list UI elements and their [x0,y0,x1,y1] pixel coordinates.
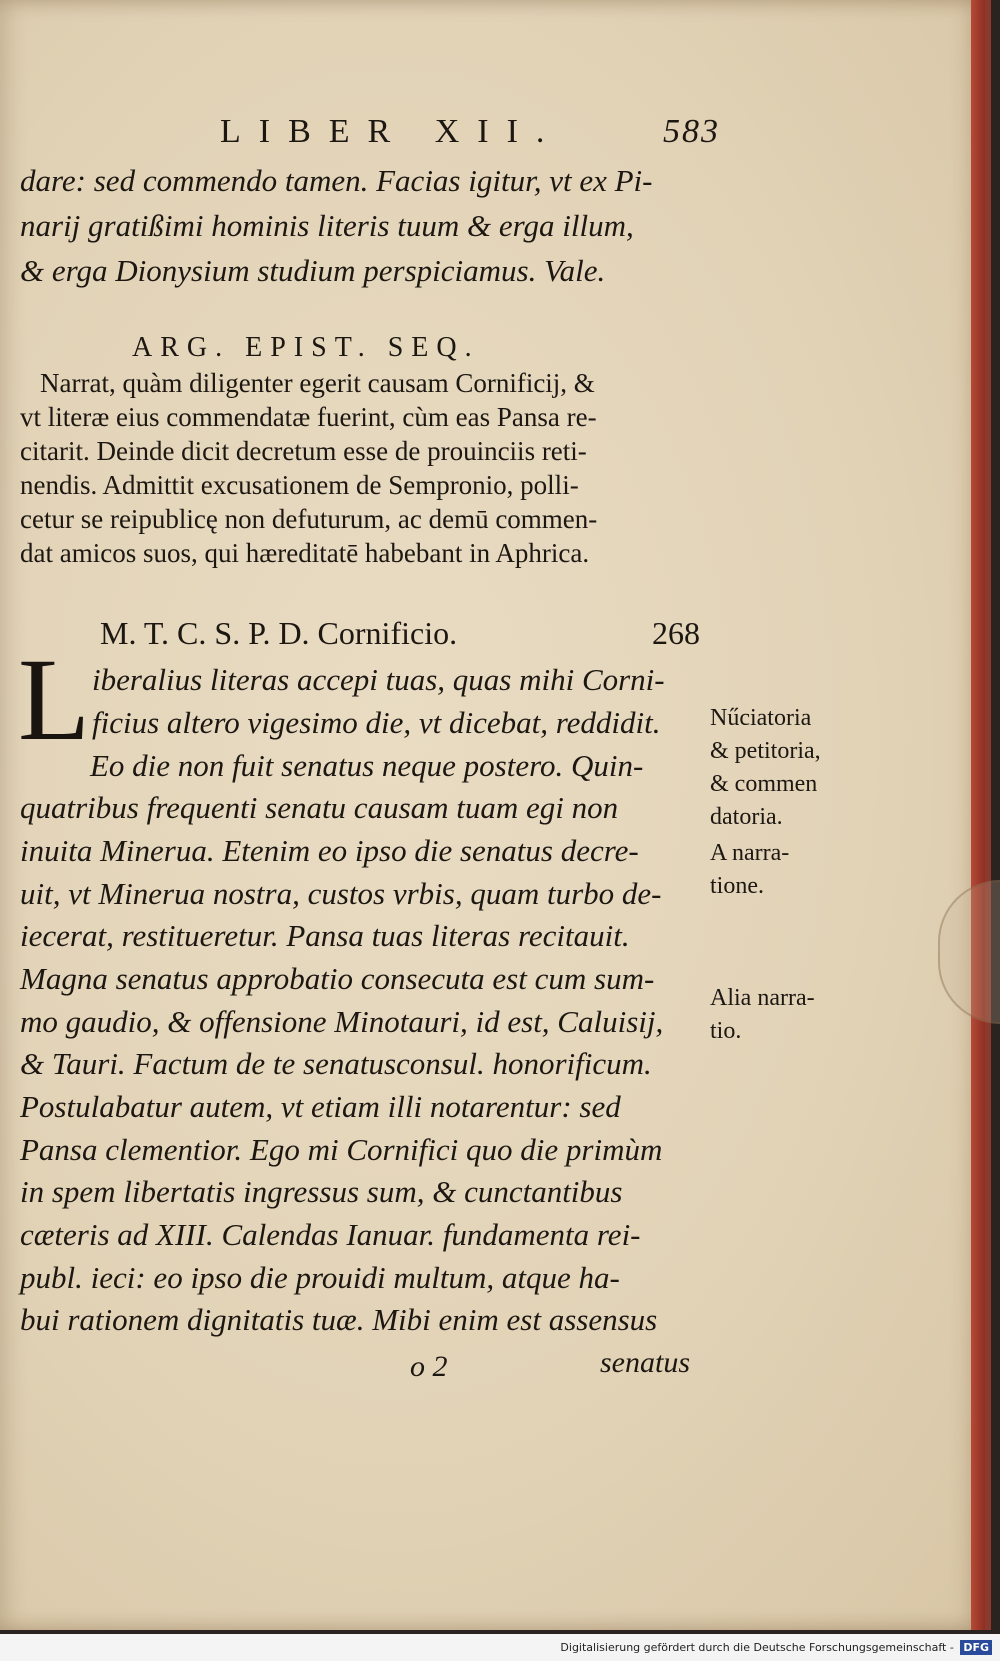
marginal-note: & commen [710,771,818,797]
page-tab-shadow [938,880,1000,1024]
argument-line: vt literæ eius commendatæ fuerint, cùm eas Pansa re- [20,402,597,432]
letter-line: Eo die non fuit senatus neque postero. Quin- [90,748,644,783]
letter-line: publ. ieci: eo ipso die prouidi multum, atque ha- [20,1260,620,1295]
letter-line: quatribus frequenti senatu causam tuam egi non [20,790,619,825]
marginal-note: Alia narra- [710,985,815,1011]
letter-line: Postulabatur autem, vt etiam illi notarentur: sed [20,1089,621,1124]
letter-line: bui rationem dignitatis tuæ. Mibi enim est assensus [20,1302,658,1337]
marginal-note: Nűciatoria [710,705,812,731]
argument-line: dat amicos suos, qui hæreditatē habebant in Aphrica. [20,538,590,568]
letter-number: 268 [652,615,700,651]
argument-line: citarit. Deinde dicit decretum esse de prouinciis reti- [20,436,587,466]
text-line: narij gratißimi hominis literis tuum & erga illum, [20,208,634,243]
letter-line: cæteris ad XIII. Calendas Ianuar. fundamenta rei- [20,1217,641,1252]
argument-line: Narrat, quàm diligenter egerit causam Cornificij, & [40,368,595,398]
letter-line: Magna senatus approbatio consecuta est cum sum- [20,961,655,996]
signature-mark: o 2 [410,1350,448,1383]
letter-line: mo gaudio, & offensione Minotauri, id est, Caluisij, [20,1004,664,1039]
text-line: dare: sed commendo tamen. Facias igitur, vt ex Pi- [20,163,653,198]
catchword: senatus [600,1346,690,1379]
letter-line: ficius altero vigesimo die, vt dicebat, reddidit. [92,705,661,740]
running-title: LIBER XII. [220,113,563,150]
letter-title [100,615,700,652]
drop-cap: L [18,634,91,765]
argument-line: nendis. Admittit excusationem de Sempronio, polli- [20,470,579,500]
folio-number: 583 [663,113,720,150]
marginal-note: datoria. [710,804,783,830]
credit-text: Digitalisierung gefördert durch die Deutsche Forschungsgemeinschaft - [560,1641,954,1654]
letter-line: & Tauri. Factum de te senatusconsul. honorificum. [20,1046,652,1081]
text-line: & erga Dionysium studium perspiciamus. Vale. [20,253,606,288]
letter-line: Pansa clementior. Ego mi Cornifici quo die primùm [20,1132,663,1167]
letter-line: in spem libertatis ingressus sum, & cunctantibus [20,1174,623,1209]
marginal-note: tione. [710,873,764,899]
dfg-logo: DFG [960,1640,992,1655]
marginal-note: tio. [710,1018,742,1044]
marginal-note: A narra- [710,840,790,866]
letter-line: iecerat, restitueretur. Pansa tuas literas recitauit. [20,918,630,953]
marginal-note: & petitoria, [710,738,821,764]
running-header [220,113,720,163]
page-edge [971,0,985,1630]
digitization-credit [0,1634,1000,1661]
argument-line: cetur se reipublicę non defuturum, ac demū commen- [20,504,598,534]
letter-line: inuita Minerua. Etenim eo ipso die senatus decre- [20,833,639,868]
letter-salutation: M. T. C. S. P. D. Cornificio. [100,615,458,651]
letter-line: uit, vt Minerua nostra, custos vrbis, quam turbo de- [20,876,662,911]
letter-line: iberalius literas accepi tuas, quas mihi Corni- [92,662,665,697]
argument-heading: ARG. EPIST. SEQ. [132,332,480,363]
